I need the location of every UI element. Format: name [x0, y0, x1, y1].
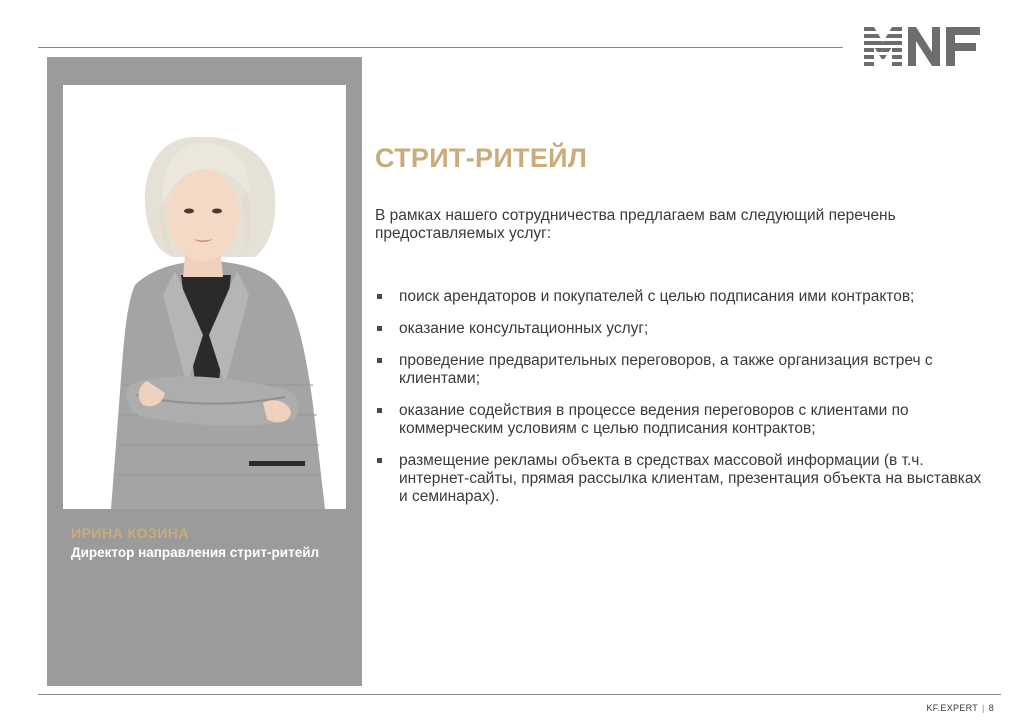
portrait-photo [63, 85, 346, 509]
mnf-logo [864, 25, 984, 69]
footer-divider [38, 694, 1001, 695]
square-bullet-icon [377, 408, 382, 413]
section-title: СТРИТ-РИТЕЙЛ [375, 143, 588, 173]
profile-panel [47, 57, 362, 686]
square-bullet-icon [377, 358, 382, 363]
mnf-logo-icon [864, 25, 984, 69]
list-item [375, 320, 985, 338]
square-bullet-icon [377, 294, 382, 299]
services-list [375, 288, 985, 520]
square-bullet-icon [377, 458, 382, 463]
list-item [375, 288, 985, 306]
page-number: 8 [988, 703, 994, 713]
service-text: оказание содействия в процессе ведения переговоров с клиентами по коммерческим условиям с целью подписания контрактов; [399, 402, 909, 437]
intro-text: В рамках нашего сотрудничества предлагаем вам следующий перечень предоставляемых услуг: [375, 207, 896, 242]
service-text: поиск арендаторов и покупателей с целью подписания ими контрактов; [399, 288, 915, 305]
list-item [375, 352, 985, 388]
person-name: ИРИНА КОЗИНА [71, 525, 190, 541]
footer-separator: | [982, 703, 985, 713]
footer [926, 703, 994, 713]
header-divider [38, 47, 843, 48]
service-text: размещение рекламы объекта в средствах массовой информации (в т.ч. интернет-сайты, прямая рассылка клиентам, презентация объекта на выставках и семинарах). [399, 452, 982, 505]
footer-site: KF.EXPERT [926, 703, 979, 713]
service-text: проведение предварительных переговоров, а также организация встреч с клиентами; [399, 352, 933, 387]
person-role: Директор направления стрит-ритейл [71, 545, 320, 560]
service-text: оказание консультационных услуг; [399, 320, 649, 337]
list-item [375, 402, 985, 438]
list-item [375, 452, 985, 506]
square-bullet-icon [377, 326, 382, 331]
